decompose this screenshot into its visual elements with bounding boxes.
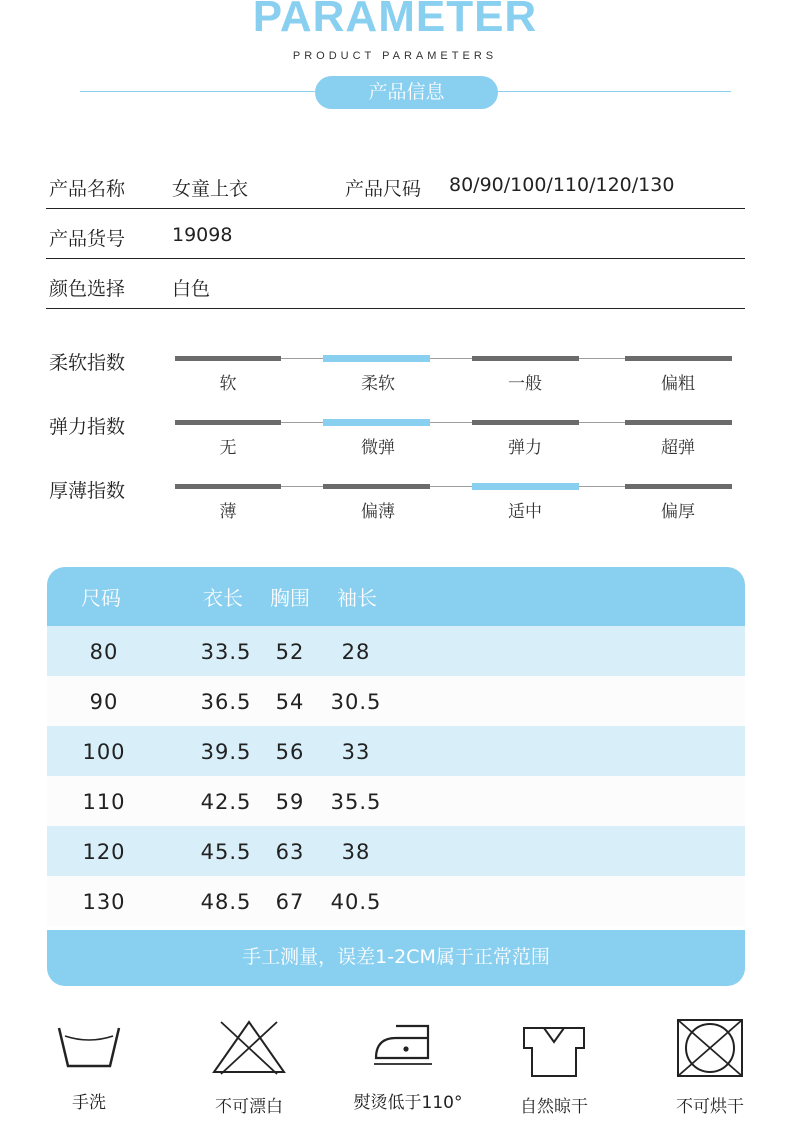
care-label: 自然晾干 — [520, 1097, 588, 1117]
index-segment — [472, 420, 579, 425]
index-option-label: 弹力 — [508, 438, 542, 458]
iron-low-icon — [368, 1018, 448, 1074]
index-segment-selected — [323, 355, 430, 362]
table-cell: 28 — [341, 640, 371, 664]
table-cell: 39.5 — [200, 740, 252, 764]
index-segment-selected — [472, 483, 579, 490]
product-size-value: 80/90/100/110/120/130 — [449, 174, 675, 196]
divider-right — [498, 91, 731, 92]
table-cell: 48.5 — [200, 890, 252, 914]
table-cell: 110 — [82, 790, 126, 814]
table-cell: 45.5 — [200, 840, 252, 864]
index-option-label: 超弹 — [661, 438, 695, 458]
table-cell: 130 — [82, 890, 126, 914]
size-table-note: 手工测量，误差1-2CM属于正常范围 — [47, 930, 745, 986]
table-cell: 56 — [275, 740, 305, 764]
table-row — [47, 776, 745, 826]
index-option-label: 偏厚 — [661, 502, 695, 522]
index-option-label: 软 — [219, 374, 237, 394]
no-tumble-dry-icon — [670, 1018, 750, 1078]
care-label: 手洗 — [72, 1093, 106, 1113]
page-subtitle: PRODUCT PARAMETERS — [292, 50, 498, 62]
header-sleeve: 袖长 — [337, 586, 377, 610]
product-name-label: 产品名称 — [49, 178, 126, 200]
index-segment-selected — [323, 419, 430, 426]
care-item — [494, 1018, 614, 1117]
table-cell: 40.5 — [330, 890, 382, 914]
table-cell: 33.5 — [200, 640, 252, 664]
index-segment — [175, 420, 281, 425]
product-code-label: 产品货号 — [49, 228, 126, 250]
care-label: 熨烫低于110° — [353, 1093, 463, 1113]
header-length: 衣长 — [203, 586, 243, 610]
table-cell: 63 — [275, 840, 305, 864]
header-chest: 胸围 — [270, 586, 310, 610]
table-cell: 33 — [341, 740, 371, 764]
index-option-label: 一般 — [508, 374, 542, 394]
index-option-label: 无 — [219, 438, 237, 458]
table-row — [47, 876, 745, 926]
info-divider — [46, 258, 745, 259]
section-pill: 产品信息 — [315, 76, 498, 109]
header-size: 尺码 — [81, 586, 121, 610]
care-item — [189, 1018, 309, 1117]
table-cell: 90 — [89, 690, 119, 714]
no-bleach-icon — [209, 1018, 289, 1078]
table-cell: 38 — [341, 840, 371, 864]
size-table-header — [47, 567, 745, 626]
care-item — [348, 1018, 468, 1113]
product-color-value: 白色 — [172, 278, 211, 300]
table-cell: 54 — [275, 690, 305, 714]
table-cell: 30.5 — [330, 690, 382, 714]
index-option-label: 偏粗 — [661, 374, 695, 394]
table-row — [47, 826, 745, 876]
index-option-label: 薄 — [219, 502, 237, 522]
table-cell: 36.5 — [200, 690, 252, 714]
index-option-label: 适中 — [508, 502, 542, 522]
page-title: PARAMETER — [252, 0, 538, 41]
info-divider — [46, 308, 745, 309]
table-cell: 35.5 — [330, 790, 382, 814]
index-segment — [625, 356, 732, 361]
index-segment — [323, 484, 430, 489]
table-cell: 59 — [275, 790, 305, 814]
product-code-value: 19098 — [172, 224, 233, 246]
index-segment — [625, 484, 732, 489]
table-cell: 52 — [275, 640, 305, 664]
care-label: 不可漂白 — [215, 1097, 283, 1117]
product-size-label: 产品尺码 — [345, 178, 422, 200]
care-item — [29, 1018, 149, 1113]
index-segment — [175, 356, 281, 361]
index-label: 柔软指数 — [49, 352, 126, 374]
table-cell: 100 — [82, 740, 126, 764]
size-table — [47, 567, 745, 986]
table-row — [47, 676, 745, 726]
index-option-label: 微弹 — [361, 438, 395, 458]
table-row — [47, 726, 745, 776]
care-label: 不可烘干 — [676, 1097, 744, 1117]
table-cell: 42.5 — [200, 790, 252, 814]
table-cell: 67 — [275, 890, 305, 914]
table-cell: 80 — [89, 640, 119, 664]
table-cell: 120 — [82, 840, 126, 864]
index-label: 弹力指数 — [49, 416, 126, 438]
hand-wash-icon — [49, 1018, 129, 1074]
product-name-value: 女童上衣 — [172, 178, 249, 200]
product-color-label: 颜色选择 — [49, 278, 126, 300]
care-item — [650, 1018, 770, 1117]
index-option-label: 偏薄 — [361, 502, 395, 522]
index-segment — [175, 484, 281, 489]
index-label: 厚薄指数 — [49, 480, 126, 502]
index-segment — [472, 356, 579, 361]
info-divider — [46, 208, 745, 209]
index-option-label: 柔软 — [361, 374, 395, 394]
table-row — [47, 626, 745, 676]
divider-left — [80, 91, 315, 92]
line-dry-icon — [514, 1018, 594, 1078]
index-segment — [625, 420, 732, 425]
